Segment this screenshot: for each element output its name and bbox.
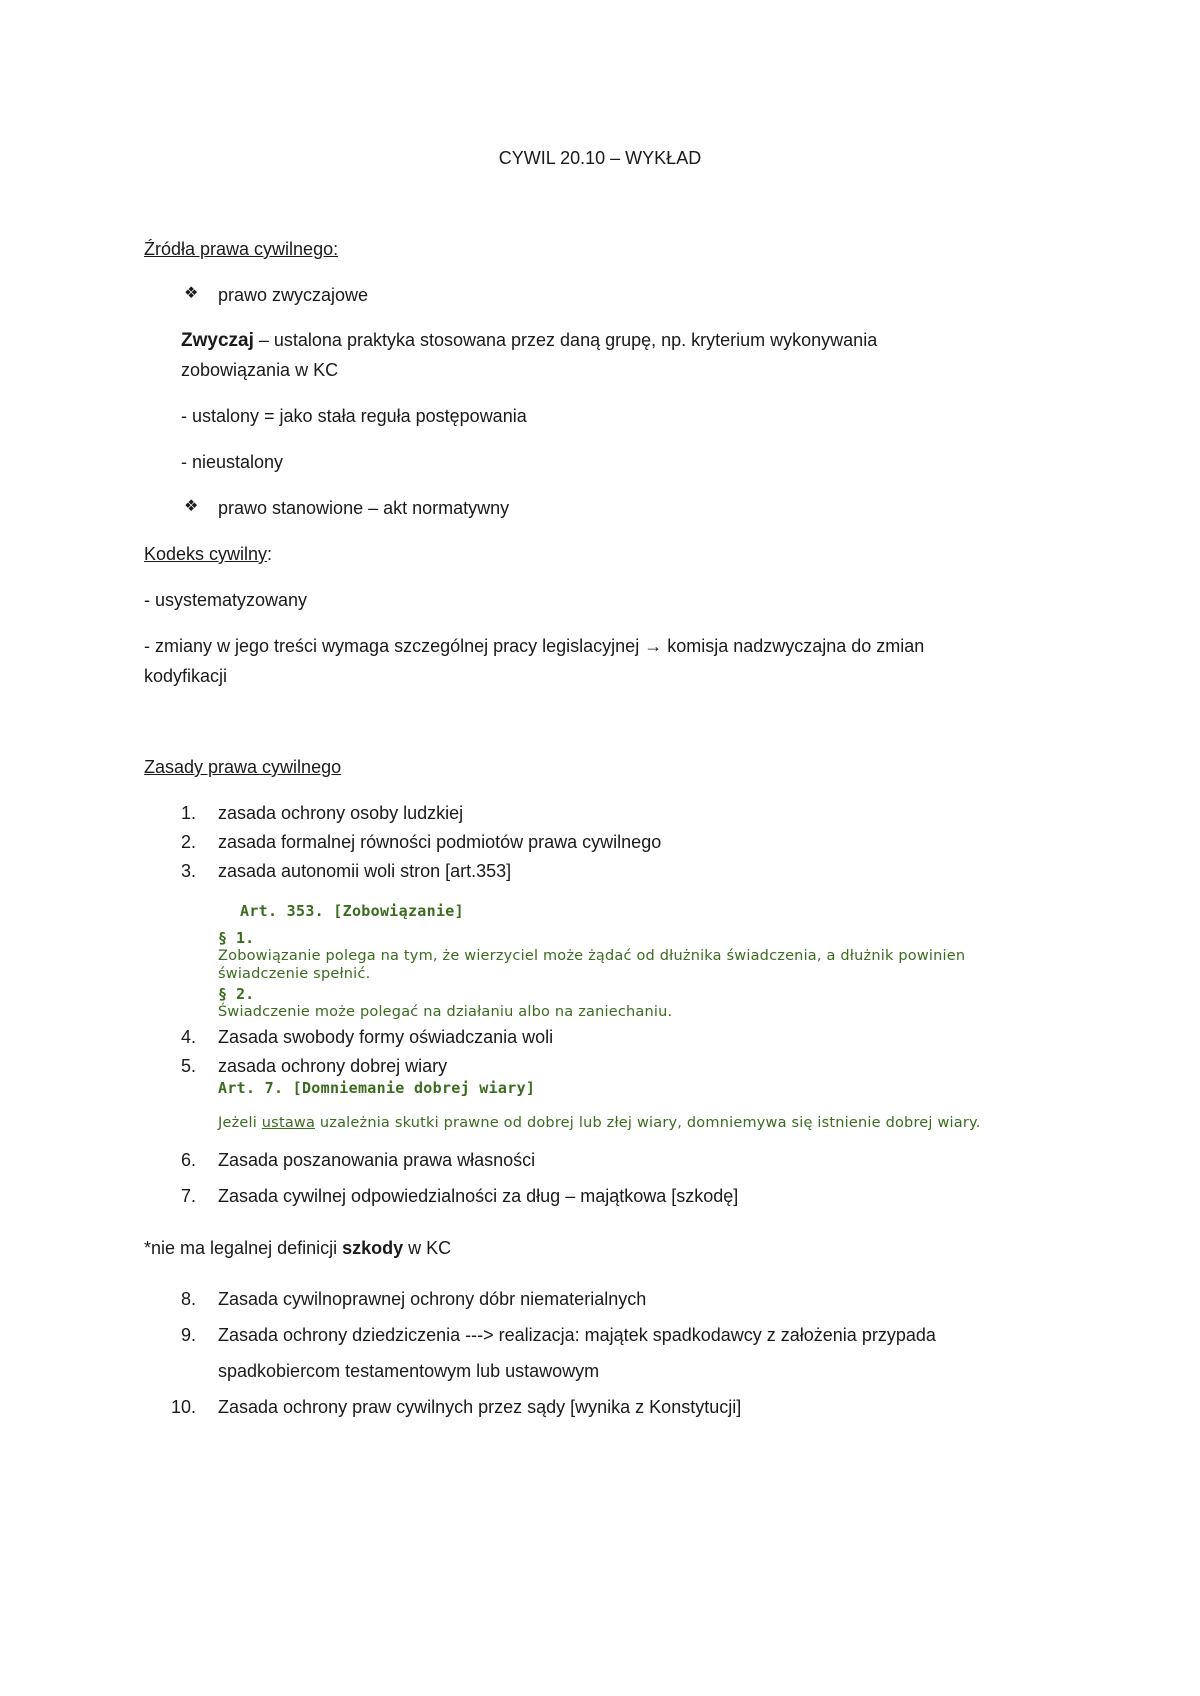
custom-definition-text: – ustalona praktyka stosowana przez daną grupę, np. kryterium wykonywania (253, 330, 878, 350)
art353-par1: § 1. (218, 929, 255, 947)
code-point-1: - usystematyzowany (144, 590, 308, 610)
list-item: 1. zasada ochrony osoby ludzkiej (180, 803, 464, 823)
custom-term: Zwyczaj (181, 330, 254, 351)
art353-par1-text-cont: świadczenie spełnić. (218, 966, 371, 982)
code-point-2-cont: kodyfikacji (144, 666, 228, 686)
arrow-right-icon: → (644, 636, 663, 656)
art353-heading: Art. 353. [Zobowiązanie] (240, 902, 464, 920)
art353-par1-text: Zobowiązanie polega na tym, że wierzyciel może żądać od dłużnika świadczenia, a dłużnik powinien (218, 948, 966, 964)
code-heading-text: Kodeks cywilny (144, 544, 268, 564)
custom-established: - ustalony = jako stała reguła postępowania (181, 406, 527, 426)
diamond-bullet-icon: ❖ (184, 498, 199, 515)
list-item: 8. Zasada cywilnoprawnej ochrony dóbr niematerialnych (180, 1289, 647, 1309)
code-heading (144, 542, 272, 566)
statute-link[interactable]: ustawa (261, 1115, 316, 1131)
list-item: 5. zasada ochrony dobrej wiary (180, 1056, 448, 1076)
code-heading-colon: : (267, 544, 273, 564)
code-point-2 (144, 634, 924, 658)
list-item: 4. Zasada swobody formy oświadczania woli (180, 1027, 554, 1047)
source-item-custom: prawo zwyczajowe (218, 285, 369, 305)
list-item: 6. Zasada poszanowania prawa własności (180, 1150, 536, 1170)
list-item: 10. Zasada ochrony praw cywilnych przez sądy [wynika z Konstytucji] (170, 1397, 742, 1417)
list-item: 7. Zasada cywilnej odpowiedzialności za dług – majątkowa [szkodę] (180, 1186, 739, 1206)
custom-unestablished: - nieustalony (181, 452, 284, 472)
list-item: 2. zasada formalnej równości podmiotów prawa cywilnego (180, 832, 662, 852)
custom-definition (181, 328, 877, 353)
art7-text: Jeżeli ustawa uzależnia skutki prawne od dobrej lub złej wiary, domniemywa się istnienie dobrej wiary. (218, 1115, 981, 1131)
diamond-bullet-icon: ❖ (184, 285, 199, 302)
sources-heading: Źródła prawa cywilnego: (144, 239, 339, 259)
art353-par2: § 2. (218, 985, 255, 1003)
source-item-statute: prawo stanowione – akt normatywny (218, 498, 510, 518)
art7-heading: Art. 7. [Domniemanie dobrej wiary] (218, 1079, 536, 1097)
page-title: CYWIL 20.10 – WYKŁAD (498, 148, 702, 168)
principles-heading: Zasady prawa cywilnego (144, 757, 342, 777)
damage-note: *nie ma legalnej definicji szkody w KC (144, 1238, 452, 1258)
list-item: 9. Zasada ochrony dziedziczenia ---> realizacja: majątek spadkodawcy z założenia przypada (180, 1325, 936, 1345)
custom-definition-cont: zobowiązania w KC (181, 360, 339, 380)
art353-par2-text: Świadczenie może polegać na działaniu albo na zaniechaniu. (218, 1004, 673, 1020)
list-item-cont: spadkobiercom testamentowym lub ustawowym (218, 1361, 600, 1381)
list-item: 3. zasada autonomii woli stron [art.353] (180, 861, 512, 881)
code-point-2-text-a: - zmiany w jego treści wymaga szczególnej pracy legislacyjnej (144, 636, 645, 656)
code-point-2-text-b: komisja nadzwyczajna do zmian (662, 636, 925, 656)
